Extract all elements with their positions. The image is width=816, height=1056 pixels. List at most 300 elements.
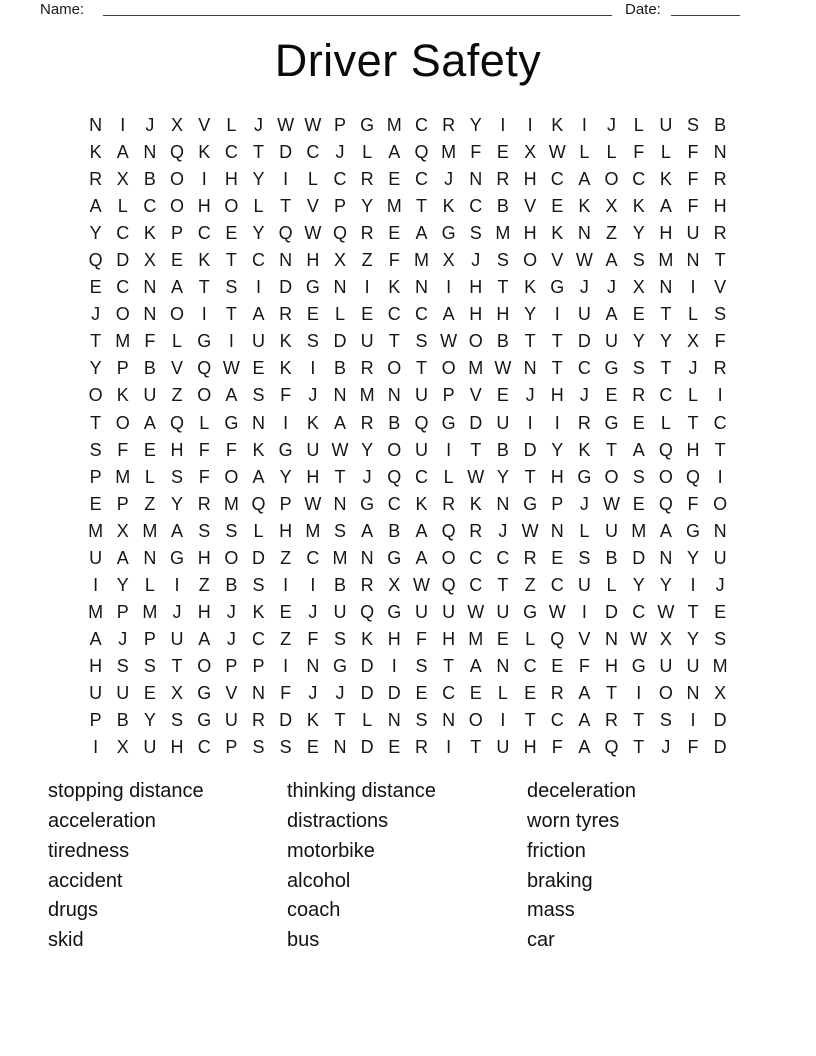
grid-letter: W — [440, 331, 458, 352]
grid-letter: U — [306, 439, 320, 460]
grid-letter: H — [605, 655, 619, 676]
grid-letter: A — [143, 412, 156, 433]
grid-letter: I — [581, 601, 587, 622]
grid-letter: W — [630, 628, 648, 649]
grid-letter: E — [388, 169, 401, 190]
grid-letter: C — [116, 223, 130, 244]
grid-letter: Q — [658, 493, 673, 514]
grid-letter: N — [279, 250, 293, 271]
grid-letter: C — [224, 142, 238, 163]
grid-letter: H — [387, 628, 401, 649]
grid-letter: I — [690, 574, 696, 595]
grid-letter: T — [334, 710, 346, 731]
grid-letter: N — [333, 493, 347, 514]
grid-letter: P — [442, 385, 455, 406]
grid-letter: X — [524, 142, 537, 163]
grid-letter: I — [174, 574, 180, 595]
grid-letter: G — [387, 547, 402, 568]
grid-letter: L — [606, 142, 617, 163]
grid-letter: E — [306, 737, 319, 758]
grid-letter: P — [225, 655, 238, 676]
grid-letter: H — [713, 196, 727, 217]
grid-letter: I — [93, 737, 99, 758]
grid-letter: N — [252, 412, 266, 433]
grid-letter: M — [386, 196, 402, 217]
grid-letter: C — [632, 169, 646, 190]
grid-letter: U — [414, 385, 428, 406]
grid-letter: I — [446, 277, 452, 298]
grid-letter: T — [90, 412, 102, 433]
grid-letter: U — [89, 547, 103, 568]
grid-letter: A — [198, 628, 211, 649]
grid-letter: T — [714, 250, 726, 271]
grid-letter: O — [387, 358, 402, 379]
grid-letter: R — [496, 169, 510, 190]
grid-letter: O — [468, 710, 483, 731]
grid-letter: K — [361, 628, 374, 649]
grid-letter: S — [306, 331, 319, 352]
grid-letter: F — [388, 250, 400, 271]
grid-letter: Y — [116, 574, 129, 595]
grid-letter: I — [690, 710, 696, 731]
grid-letter: F — [307, 628, 319, 649]
grid-letter: X — [605, 196, 618, 217]
grid-letter: J — [362, 466, 372, 487]
grid-letter: Y — [89, 223, 102, 244]
grid-letter: E — [143, 439, 156, 460]
grid-letter: R — [713, 169, 727, 190]
grid-letter: A — [469, 655, 482, 676]
grid-letter: D — [360, 737, 374, 758]
grid-letter: U — [577, 574, 591, 595]
grid-letter: H — [170, 439, 184, 460]
grid-letter: U — [605, 520, 619, 541]
grid-letter: I — [256, 277, 262, 298]
grid-letter: T — [415, 358, 427, 379]
word-list-item: car — [527, 929, 555, 952]
grid-letter: F — [578, 655, 590, 676]
grid-letter: I — [554, 304, 560, 325]
grid-letter: N — [414, 277, 428, 298]
grid-letter: Q — [170, 142, 185, 163]
grid-letter: G — [197, 331, 212, 352]
grid-letter: J — [335, 142, 345, 163]
grid-letter: D — [523, 439, 537, 460]
grid-letter: E — [252, 358, 265, 379]
grid-letter: P — [89, 710, 102, 731]
grid-letter: C — [442, 683, 456, 703]
grid-letter: S — [225, 520, 238, 541]
grid-letter: J — [145, 115, 155, 136]
grid-letter: R — [577, 412, 591, 433]
grid-letter: K — [306, 710, 319, 731]
grid-letter: Q — [658, 439, 673, 460]
grid-letter: Y — [469, 115, 482, 136]
grid-letter: A — [578, 683, 591, 703]
grid-letter: N — [333, 277, 347, 298]
grid-letter: E — [551, 547, 564, 568]
grid-letter: O — [88, 385, 103, 406]
grid-letter: Q — [197, 358, 212, 379]
grid-letter: O — [115, 304, 130, 325]
word-list-item: skid — [48, 929, 84, 952]
grid-letter: X — [171, 115, 184, 136]
grid-letter: I — [527, 412, 533, 433]
grid-letter: I — [228, 331, 234, 352]
grid-letter: I — [283, 169, 289, 190]
name-blank-line[interactable] — [103, 0, 612, 16]
grid-letter: C — [387, 304, 401, 325]
grid-letter: C — [197, 737, 211, 758]
grid-letter: Y — [252, 169, 265, 190]
grid-letter: I — [283, 574, 289, 595]
grid-letter: Y — [551, 439, 564, 460]
grid-letter: O — [658, 683, 673, 703]
grid-letter: I — [446, 439, 452, 460]
grid-letter: I — [93, 574, 99, 595]
grid-letter: N — [306, 655, 320, 676]
grid-letter: L — [253, 196, 264, 217]
grid-letter: L — [660, 412, 671, 433]
grid-letter: R — [360, 358, 374, 379]
grid-letter: J — [579, 277, 589, 298]
grid-letter: L — [144, 466, 155, 487]
grid-letter: F — [415, 628, 427, 649]
grid-letter: O — [197, 385, 212, 406]
grid-letter: C — [659, 385, 673, 406]
grid-letter: O — [224, 547, 239, 568]
grid-letter: H — [170, 737, 184, 758]
grid-letter: S — [198, 520, 211, 541]
grid-letter: U — [659, 115, 673, 136]
grid-letter: E — [89, 277, 102, 298]
grid-letter: A — [442, 304, 455, 325]
grid-letter: F — [470, 142, 482, 163]
grid-letter: U — [116, 683, 130, 703]
grid-letter: S — [333, 520, 346, 541]
grid-letter: A — [415, 520, 428, 541]
grid-letter: J — [525, 385, 535, 406]
grid-letter: B — [143, 358, 156, 379]
grid-letter: E — [551, 196, 564, 217]
grid-letter: F — [198, 466, 210, 487]
grid-letter: E — [388, 223, 401, 244]
grid-letter: H — [550, 385, 564, 406]
grid-letter: D — [387, 683, 401, 703]
grid-letter: L — [362, 142, 373, 163]
grid-letter: W — [304, 115, 322, 136]
grid-letter: W — [277, 115, 295, 136]
grid-letter: M — [142, 601, 158, 622]
grid-letter: A — [415, 223, 428, 244]
grid-letter: U — [577, 304, 591, 325]
grid-letter: I — [120, 115, 126, 136]
grid-letter: T — [253, 142, 265, 163]
grid-letter: S — [143, 655, 156, 676]
grid-letter: C — [197, 223, 211, 244]
grid-letter: R — [442, 115, 456, 136]
grid-letter: L — [307, 169, 318, 190]
grid-letter: R — [197, 493, 211, 514]
grid-letter: U — [496, 601, 510, 622]
grid-letter: Q — [360, 601, 375, 622]
grid-letter: A — [388, 142, 401, 163]
grid-letter: H — [523, 223, 537, 244]
grid-letter: Q — [686, 466, 701, 487]
grid-letter: J — [308, 683, 318, 703]
grid-letter: E — [361, 304, 374, 325]
grid-letter: T — [171, 655, 183, 676]
grid-letter: S — [714, 304, 727, 325]
grid-letter: E — [171, 250, 184, 271]
grid-letter: Y — [687, 628, 700, 649]
grid-letter: T — [415, 196, 427, 217]
grid-letter: C — [306, 547, 320, 568]
word-list-item: motorbike — [287, 839, 375, 862]
grid-letter: A — [632, 439, 645, 460]
grid-letter: J — [607, 277, 617, 298]
grid-letter: D — [279, 710, 293, 731]
grid-letter: F — [687, 493, 699, 514]
grid-letter: S — [632, 358, 645, 379]
grid-letter: O — [224, 466, 239, 487]
grid-letter: J — [308, 601, 318, 622]
grid-letter: U — [170, 628, 184, 649]
grid-letter: G — [387, 601, 402, 622]
grid-letter: Q — [604, 737, 619, 758]
grid-letter: G — [523, 493, 538, 514]
grid-letter: D — [469, 412, 483, 433]
grid-letter: Y — [632, 223, 645, 244]
grid-letter: N — [659, 277, 673, 298]
word-list-item: acceleration — [48, 809, 156, 832]
grid-letter: X — [659, 628, 672, 649]
grid-letter: L — [606, 574, 617, 595]
grid-letter: M — [468, 628, 484, 649]
grid-letter: I — [283, 412, 289, 433]
grid-letter: S — [415, 710, 428, 731]
grid-letter: C — [469, 196, 483, 217]
grid-letter: E — [632, 412, 645, 433]
grid-letter: I — [446, 737, 452, 758]
grid-letter: L — [117, 196, 128, 217]
grid-letter: G — [360, 115, 375, 136]
grid-letter: A — [605, 304, 618, 325]
grid-letter: R — [414, 737, 428, 758]
grid-letter: K — [415, 493, 428, 514]
grid-letter: Z — [198, 574, 210, 595]
grid-letter: A — [333, 412, 346, 433]
grid-letter: J — [308, 385, 318, 406]
grid-letter: O — [523, 250, 538, 271]
grid-letter: O — [713, 493, 728, 514]
date-blank-line[interactable] — [671, 0, 740, 16]
grid-letter: S — [632, 250, 645, 271]
grid-letter: J — [688, 358, 698, 379]
grid-letter: M — [495, 223, 511, 244]
grid-letter: M — [712, 655, 728, 676]
word-list-item: braking — [527, 869, 593, 892]
grid-letter: W — [304, 493, 322, 514]
grid-letter: V — [171, 358, 184, 379]
grid-letter: N — [713, 142, 727, 163]
grid-letter: U — [496, 412, 510, 433]
grid-letter: C — [469, 547, 483, 568]
grid-letter: Z — [171, 385, 183, 406]
grid-letter: G — [577, 466, 592, 487]
grid-letter: M — [386, 115, 402, 136]
grid-letter: K — [252, 439, 265, 460]
grid-letter: T — [225, 250, 237, 271]
grid-letter: N — [469, 169, 483, 190]
grid-letter: S — [252, 385, 265, 406]
grid-letter: G — [441, 412, 456, 433]
grid-letter: T — [470, 737, 482, 758]
grid-letter: Z — [280, 628, 292, 649]
grid-letter: I — [500, 710, 506, 731]
grid-letter: T — [280, 196, 292, 217]
grid-letter: G — [441, 223, 456, 244]
grid-letter: D — [279, 142, 293, 163]
grid-letter: E — [496, 385, 509, 406]
grid-letter: E — [496, 142, 509, 163]
grid-letter: R — [360, 169, 374, 190]
grid-letter: R — [632, 385, 646, 406]
grid-letter: P — [551, 493, 564, 514]
grid-letter: G — [170, 547, 185, 568]
grid-letter: P — [333, 196, 346, 217]
grid-letter: L — [688, 304, 699, 325]
grid-letter: M — [223, 493, 239, 514]
grid-letter: W — [222, 358, 240, 379]
grid-letter: F — [687, 196, 699, 217]
grid-letter: O — [387, 439, 402, 460]
grid-letter: U — [89, 683, 103, 703]
grid-letter: V — [225, 683, 238, 703]
grid-letter: R — [469, 520, 483, 541]
grid-letter: Y — [279, 466, 292, 487]
grid-letter: P — [171, 223, 184, 244]
grid-letter: J — [226, 628, 236, 649]
grid-letter: S — [89, 439, 102, 460]
grid-letter: S — [578, 547, 591, 568]
grid-letter: X — [116, 520, 129, 541]
grid-letter: R — [523, 547, 537, 568]
grid-letter: P — [116, 358, 129, 379]
grid-letter: K — [551, 115, 564, 136]
grid-letter: H — [469, 304, 483, 325]
grid-letter: C — [252, 628, 266, 649]
grid-letter: X — [116, 737, 129, 758]
grid-letter: N — [143, 142, 157, 163]
grid-letter: G — [278, 439, 293, 460]
grid-letter: E — [388, 737, 401, 758]
grid-letter: O — [224, 196, 239, 217]
grid-letter: R — [605, 710, 619, 731]
grid-letter: H — [523, 169, 537, 190]
grid-letter: R — [713, 358, 727, 379]
grid-letter: G — [224, 412, 239, 433]
grid-letter: B — [143, 169, 156, 190]
grid-letter: S — [687, 115, 700, 136]
grid-letter: A — [659, 196, 672, 217]
grid-letter: Q — [441, 520, 456, 541]
grid-letter: T — [606, 683, 618, 703]
grid-letter: I — [310, 358, 316, 379]
grid-letter: R — [252, 710, 266, 731]
grid-letter: M — [142, 520, 158, 541]
grid-letter: H — [279, 520, 293, 541]
grid-letter: J — [715, 574, 725, 595]
grid-letter: K — [116, 385, 129, 406]
grid-letter: K — [279, 358, 292, 379]
grid-letter: N — [143, 547, 157, 568]
grid-letter: M — [88, 601, 104, 622]
word-list-column-1 — [48, 777, 204, 956]
grid-letter: H — [306, 466, 320, 487]
grid-letter: H — [442, 628, 456, 649]
word-list-item: tiredness — [48, 839, 130, 862]
grid-letter: D — [605, 601, 619, 622]
grid-letter: J — [661, 737, 671, 758]
word-list-item: drugs — [48, 899, 99, 922]
grid-letter: L — [334, 304, 345, 325]
grid-letter: G — [360, 493, 375, 514]
grid-letter: D — [713, 737, 727, 758]
grid-letter: F — [144, 331, 156, 352]
word-list-item: stopping distance — [48, 780, 204, 802]
grid-letter: N — [143, 304, 157, 325]
grid-letter: K — [551, 223, 564, 244]
grid-letter: W — [548, 142, 566, 163]
grid-letter: A — [605, 250, 618, 271]
grid-letter: U — [686, 655, 700, 676]
grid-letter: L — [172, 331, 183, 352]
grid-letter: U — [360, 331, 374, 352]
grid-letter: I — [717, 385, 723, 406]
grid-letter: E — [524, 683, 537, 703]
grid-letter: Q — [170, 412, 185, 433]
grid-letter: I — [717, 466, 723, 487]
grid-letter: F — [687, 142, 699, 163]
grid-letter: N — [523, 358, 537, 379]
grid-letter: O — [604, 466, 619, 487]
word-list-item: distractions — [287, 809, 389, 832]
grid-letter: O — [170, 196, 185, 217]
grid-letter: T — [470, 439, 482, 460]
grid-letter: A — [578, 737, 591, 758]
grid-letter: B — [225, 574, 238, 595]
grid-letter: L — [443, 466, 454, 487]
word-list-column-2 — [287, 777, 436, 956]
grid-letter: Y — [89, 358, 102, 379]
grid-letter: B — [714, 115, 727, 136]
grid-letter: W — [494, 358, 512, 379]
grid-letter: D — [577, 331, 591, 352]
grid-letter: K — [442, 196, 455, 217]
grid-letter: R — [713, 223, 727, 244]
grid-letter: J — [471, 250, 481, 271]
grid-letter: A — [252, 466, 265, 487]
grid-letter: Y — [632, 331, 645, 352]
grid-letter: Q — [88, 250, 103, 271]
grid-letter: B — [496, 331, 509, 352]
grid-letter: M — [115, 466, 131, 487]
grid-letter: L — [525, 628, 536, 649]
grid-letter: K — [252, 601, 265, 622]
grid-letter: J — [254, 115, 264, 136]
grid-letter: S — [415, 655, 428, 676]
